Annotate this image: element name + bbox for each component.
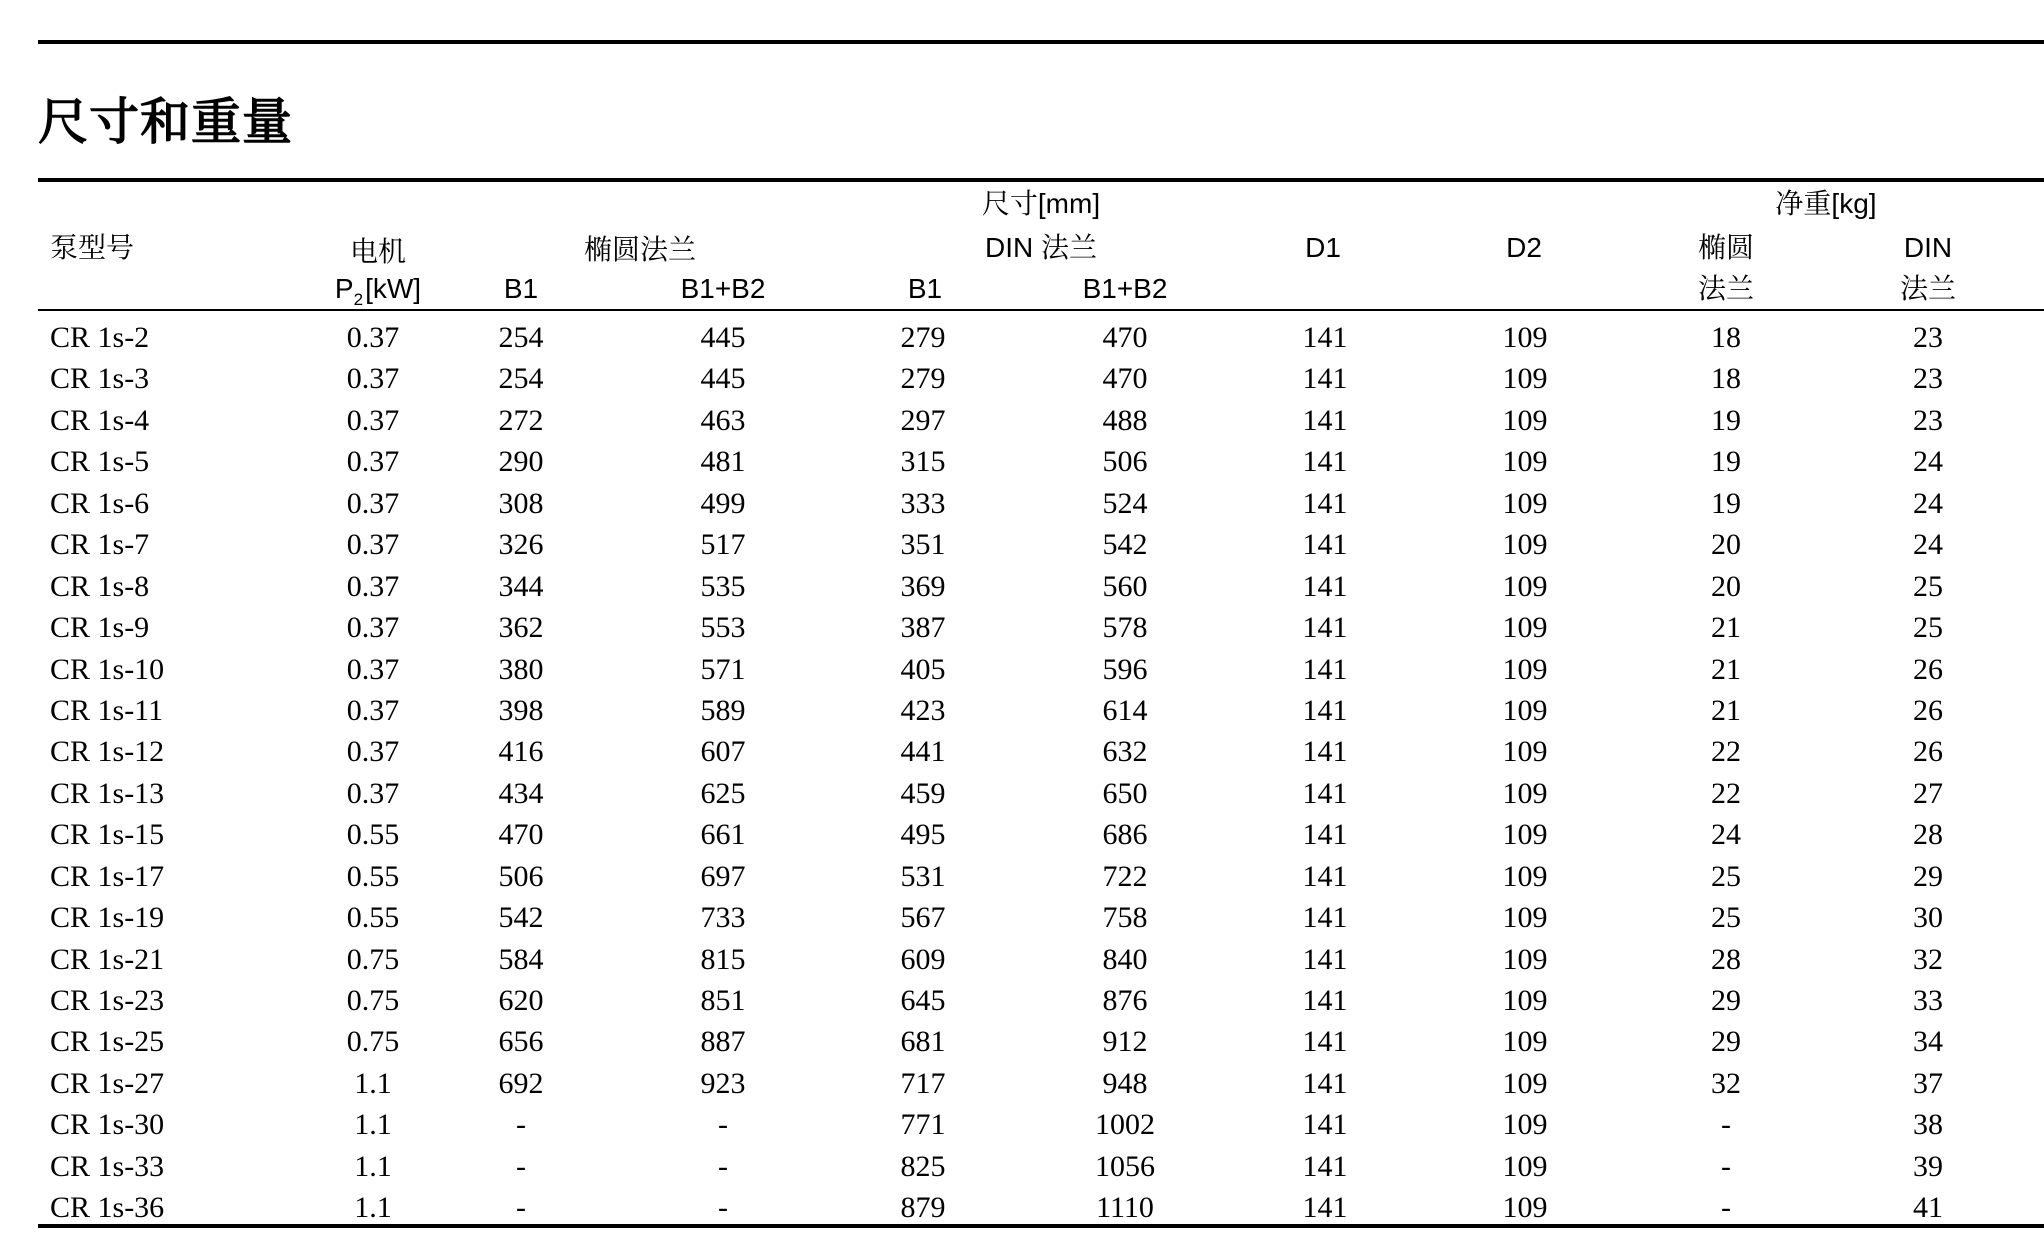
cell-oval-b1b2: 517 bbox=[700, 528, 746, 562]
cell-oval-b1b2: 499 bbox=[700, 486, 746, 520]
cell-d2: 109 bbox=[1502, 486, 1548, 520]
cell-din-b1: 771 bbox=[900, 1108, 946, 1142]
cell-oval-b1b2: 445 bbox=[700, 321, 746, 354]
cell-d1: 141 bbox=[1302, 901, 1348, 935]
cell-d2: 109 bbox=[1502, 445, 1548, 479]
cell-oval-b1b2: 733 bbox=[700, 901, 746, 935]
cell-din-b1: 405 bbox=[900, 652, 946, 686]
header-oval-b1b2: B1+B2 bbox=[680, 273, 766, 304]
cell-weight-din: 24 bbox=[1913, 445, 1943, 479]
header-din-flange: DIN 法兰 bbox=[984, 232, 1098, 263]
cell-oval-b1b2: 481 bbox=[700, 445, 746, 479]
header-rule bbox=[38, 309, 2044, 311]
cell-din-b1b2: 650 bbox=[1102, 776, 1148, 810]
cell-oval-b1: 584 bbox=[498, 942, 544, 976]
cell-d2: 109 bbox=[1502, 776, 1548, 810]
cell-motor-p2: 0.55 bbox=[346, 859, 400, 893]
cell-oval-b1: 506 bbox=[498, 859, 544, 893]
cell-d1: 141 bbox=[1302, 403, 1348, 437]
cell-pump-model: CR 1s-25 bbox=[50, 1025, 165, 1059]
cell-oval-b1b2: - bbox=[718, 1191, 728, 1225]
cell-weight-din: 26 bbox=[1913, 735, 1943, 769]
cell-d2: 109 bbox=[1502, 321, 1548, 354]
cell-d2: 109 bbox=[1502, 611, 1548, 645]
cell-weight-din: 29 bbox=[1913, 859, 1943, 893]
cell-d2: 109 bbox=[1502, 735, 1548, 769]
header-p2-symbol: P bbox=[334, 273, 354, 304]
cell-pump-model: CR 1s-4 bbox=[50, 403, 150, 437]
cell-pump-model: CR 1s-30 bbox=[50, 1108, 165, 1142]
table-row bbox=[0, 320, 2044, 361]
cell-weight-din: 23 bbox=[1913, 403, 1943, 437]
cell-motor-p2: 0.37 bbox=[346, 569, 400, 603]
cell-motor-p2: 0.75 bbox=[346, 984, 400, 1017]
cell-motor-p2: 1.1 bbox=[354, 1108, 392, 1142]
cell-motor-p2: 0.37 bbox=[346, 486, 400, 520]
cell-motor-p2: 0.37 bbox=[346, 693, 400, 727]
cell-oval-b1: 344 bbox=[498, 569, 544, 603]
cell-din-b1: 495 bbox=[900, 818, 946, 852]
cell-d1: 141 bbox=[1302, 652, 1348, 686]
table-row bbox=[0, 1024, 2044, 1065]
cell-motor-p2: 0.55 bbox=[346, 818, 400, 852]
cell-pump-model: CR 1s-17 bbox=[50, 859, 165, 893]
page-title: 尺寸和重量 bbox=[38, 93, 293, 151]
cell-motor-p2: 0.37 bbox=[346, 611, 400, 645]
cell-pump-model: CR 1s-8 bbox=[50, 569, 150, 603]
cell-oval-b1b2: 589 bbox=[700, 693, 746, 727]
cell-din-b1: 387 bbox=[900, 611, 946, 645]
cell-din-b1b2: 506 bbox=[1102, 445, 1148, 479]
header-din-b1b2: B1+B2 bbox=[1082, 273, 1168, 304]
cell-oval-b1b2: 625 bbox=[700, 776, 746, 810]
cell-din-b1: 315 bbox=[900, 445, 946, 479]
cell-d1: 141 bbox=[1302, 693, 1348, 727]
table-row bbox=[0, 569, 2044, 610]
cell-oval-b1: 254 bbox=[498, 362, 544, 396]
cell-oval-b1b2: 553 bbox=[700, 611, 746, 645]
cell-oval-b1: 542 bbox=[498, 901, 544, 935]
cell-din-b1: 333 bbox=[900, 486, 946, 520]
cell-motor-p2: 0.37 bbox=[346, 321, 400, 354]
cell-d2: 109 bbox=[1502, 1108, 1548, 1142]
cell-weight-oval: 18 bbox=[1711, 321, 1741, 354]
cell-weight-oval: 22 bbox=[1711, 735, 1741, 769]
cell-d2: 109 bbox=[1502, 818, 1548, 852]
cell-din-b1b2: 722 bbox=[1102, 859, 1148, 893]
cell-d1: 141 bbox=[1302, 362, 1348, 396]
cell-motor-p2: 0.75 bbox=[346, 1025, 400, 1059]
cell-oval-b1b2: 535 bbox=[700, 569, 746, 603]
cell-oval-b1: 692 bbox=[498, 1066, 544, 1100]
cell-oval-b1b2: 607 bbox=[700, 735, 746, 769]
cell-d2: 109 bbox=[1502, 693, 1548, 727]
cell-pump-model: CR 1s-15 bbox=[50, 818, 165, 852]
cell-din-b1b2: 470 bbox=[1102, 362, 1148, 396]
cell-weight-oval: 21 bbox=[1711, 611, 1741, 645]
cell-din-b1b2: 948 bbox=[1102, 1066, 1148, 1100]
cell-oval-b1b2: - bbox=[718, 1108, 728, 1142]
cell-pump-model: CR 1s-10 bbox=[50, 652, 165, 686]
cell-pump-model: CR 1s-7 bbox=[50, 528, 150, 562]
cell-weight-oval: 21 bbox=[1711, 652, 1741, 686]
cell-d2: 109 bbox=[1502, 942, 1548, 976]
cell-weight-din: 25 bbox=[1913, 611, 1943, 645]
cell-weight-din: 38 bbox=[1913, 1108, 1943, 1142]
cell-din-b1: 609 bbox=[900, 942, 946, 976]
cell-din-b1: 879 bbox=[900, 1191, 946, 1225]
cell-pump-model: CR 1s-12 bbox=[50, 735, 165, 769]
cell-din-b1b2: 632 bbox=[1102, 735, 1148, 769]
header-pump-model: 泵型号 bbox=[50, 232, 135, 263]
cell-weight-oval: 25 bbox=[1711, 901, 1741, 935]
cell-din-b1: 441 bbox=[900, 735, 946, 769]
cell-oval-b1b2: 571 bbox=[700, 652, 746, 686]
cell-motor-p2: 0.37 bbox=[346, 445, 400, 479]
table-row bbox=[0, 776, 2044, 817]
cell-d1: 141 bbox=[1302, 569, 1348, 603]
header-din-b1: B1 bbox=[907, 273, 943, 304]
cell-weight-oval: 22 bbox=[1711, 776, 1741, 810]
cell-motor-p2: 0.37 bbox=[346, 735, 400, 769]
cell-weight-din: 41 bbox=[1913, 1191, 1943, 1225]
cell-d1: 141 bbox=[1302, 735, 1348, 769]
cell-weight-din: 33 bbox=[1913, 984, 1943, 1017]
cell-motor-p2: 1.1 bbox=[354, 1066, 392, 1100]
cell-din-b1: 645 bbox=[900, 984, 946, 1017]
cell-d1: 141 bbox=[1302, 321, 1348, 354]
cell-din-b1b2: 524 bbox=[1102, 486, 1148, 520]
cell-d1: 141 bbox=[1302, 1108, 1348, 1142]
cell-d1: 141 bbox=[1302, 1149, 1348, 1183]
cell-weight-din: 39 bbox=[1913, 1149, 1943, 1183]
cell-pump-model: CR 1s-19 bbox=[50, 901, 165, 935]
cell-din-b1b2: 1110 bbox=[1096, 1191, 1154, 1225]
cell-pump-model: CR 1s-5 bbox=[50, 445, 150, 479]
cell-oval-b1: 434 bbox=[498, 776, 544, 810]
table-row bbox=[0, 403, 2044, 444]
cell-motor-p2: 1.1 bbox=[354, 1149, 392, 1183]
cell-d2: 109 bbox=[1502, 1191, 1548, 1225]
cell-din-b1b2: 470 bbox=[1102, 321, 1148, 354]
cell-oval-b1: 470 bbox=[498, 818, 544, 852]
cell-oval-b1: - bbox=[516, 1191, 526, 1225]
cell-pump-model: CR 1s-2 bbox=[50, 321, 150, 354]
cell-pump-model: CR 1s-21 bbox=[50, 942, 165, 976]
cell-weight-oval: 20 bbox=[1711, 528, 1741, 562]
header-p2-subscript: 2 bbox=[353, 290, 364, 309]
table-row bbox=[0, 527, 2044, 568]
cell-d1: 141 bbox=[1302, 859, 1348, 893]
cell-weight-oval: - bbox=[1721, 1149, 1731, 1183]
table-row bbox=[0, 859, 2044, 900]
cell-motor-p2: 0.75 bbox=[346, 942, 400, 976]
cell-weight-oval: 21 bbox=[1711, 693, 1741, 727]
cell-oval-b1b2: 463 bbox=[700, 403, 746, 437]
table-row bbox=[0, 1066, 2044, 1107]
cell-weight-din: 26 bbox=[1913, 693, 1943, 727]
cell-oval-b1: - bbox=[516, 1149, 526, 1183]
cell-din-b1: 531 bbox=[900, 859, 946, 893]
cell-d1: 141 bbox=[1302, 1191, 1348, 1225]
cell-oval-b1: 620 bbox=[498, 984, 544, 1017]
table-row bbox=[0, 1149, 2044, 1190]
table-row bbox=[0, 361, 2044, 402]
cell-oval-b1: 656 bbox=[498, 1025, 544, 1059]
cell-weight-din: 30 bbox=[1913, 901, 1943, 935]
cell-din-b1b2: 614 bbox=[1102, 693, 1148, 727]
cell-motor-p2: 0.37 bbox=[346, 362, 400, 396]
cell-din-b1b2: 578 bbox=[1102, 611, 1148, 645]
cell-d2: 109 bbox=[1502, 528, 1548, 562]
header-weight-din-line2: 法兰 bbox=[1899, 273, 1957, 304]
cell-din-b1b2: 758 bbox=[1102, 901, 1148, 935]
cell-d2: 109 bbox=[1502, 1149, 1548, 1183]
cell-weight-oval: 19 bbox=[1711, 403, 1741, 437]
cell-weight-oval: 29 bbox=[1711, 1025, 1741, 1059]
cell-din-b1: 459 bbox=[900, 776, 946, 810]
cell-motor-p2: 0.37 bbox=[346, 652, 400, 686]
cell-din-b1: 369 bbox=[900, 569, 946, 603]
cell-d1: 141 bbox=[1302, 528, 1348, 562]
cell-din-b1b2: 1002 bbox=[1095, 1108, 1155, 1142]
cell-pump-model: CR 1s-13 bbox=[50, 776, 165, 810]
cell-d1: 141 bbox=[1302, 1066, 1348, 1100]
table-row bbox=[0, 734, 2044, 775]
cell-weight-oval: 25 bbox=[1711, 859, 1741, 893]
header-weight-oval-line1: 椭圆 bbox=[1697, 232, 1755, 263]
cell-oval-b1b2: 661 bbox=[700, 818, 746, 852]
cell-oval-b1b2: 697 bbox=[700, 859, 746, 893]
cell-din-b1b2: 1056 bbox=[1095, 1149, 1155, 1183]
cell-din-b1: 351 bbox=[900, 528, 946, 562]
cell-weight-oval: - bbox=[1721, 1108, 1731, 1142]
cell-oval-b1: 272 bbox=[498, 403, 544, 437]
cell-oval-b1: 290 bbox=[498, 445, 544, 479]
cell-din-b1: 297 bbox=[900, 403, 946, 437]
cell-din-b1b2: 488 bbox=[1102, 403, 1148, 437]
header-d2: D2 bbox=[1506, 232, 1542, 263]
cell-d2: 109 bbox=[1502, 859, 1548, 893]
table-row bbox=[0, 444, 2044, 485]
cell-d1: 141 bbox=[1302, 984, 1348, 1017]
cell-din-b1b2: 596 bbox=[1102, 652, 1148, 686]
cell-d1: 141 bbox=[1302, 445, 1348, 479]
cell-motor-p2: 0.37 bbox=[346, 776, 400, 810]
cell-din-b1b2: 560 bbox=[1102, 569, 1148, 603]
cell-d1: 141 bbox=[1302, 486, 1348, 520]
header-p2-unit: [kW] bbox=[365, 273, 422, 304]
top-rule bbox=[38, 40, 2044, 44]
cell-oval-b1: 308 bbox=[498, 486, 544, 520]
cell-oval-b1b2: - bbox=[718, 1149, 728, 1183]
cell-weight-din: 34 bbox=[1913, 1025, 1943, 1059]
table-row bbox=[0, 942, 2044, 983]
cell-weight-din: 27 bbox=[1913, 776, 1943, 810]
cell-pump-model: CR 1s-23 bbox=[50, 984, 165, 1017]
cell-oval-b1b2: 887 bbox=[700, 1025, 746, 1059]
cell-d1: 141 bbox=[1302, 611, 1348, 645]
cell-weight-din: 37 bbox=[1913, 1066, 1943, 1100]
cell-pump-model: CR 1s-11 bbox=[50, 693, 164, 727]
cell-weight-din: 28 bbox=[1913, 818, 1943, 852]
cell-din-b1: 423 bbox=[900, 693, 946, 727]
cell-oval-b1: 398 bbox=[498, 693, 544, 727]
cell-din-b1b2: 542 bbox=[1102, 528, 1148, 562]
cell-din-b1: 681 bbox=[900, 1025, 946, 1059]
header-weight-din-line1: DIN bbox=[1903, 232, 1953, 263]
cell-din-b1: 279 bbox=[900, 321, 946, 354]
cell-oval-b1b2: 815 bbox=[700, 942, 746, 976]
cell-d2: 109 bbox=[1502, 403, 1548, 437]
cell-din-b1b2: 686 bbox=[1102, 818, 1148, 852]
cell-weight-din: 25 bbox=[1913, 569, 1943, 603]
table-bottom-rule bbox=[38, 1224, 2044, 1228]
cell-d2: 109 bbox=[1502, 569, 1548, 603]
cell-weight-oval: 18 bbox=[1711, 362, 1741, 396]
cell-weight-oval: 32 bbox=[1711, 1066, 1741, 1100]
cell-oval-b1: - bbox=[516, 1108, 526, 1142]
table-row bbox=[0, 652, 2044, 693]
cell-din-b1: 825 bbox=[900, 1149, 946, 1183]
cell-din-b1b2: 912 bbox=[1102, 1025, 1148, 1059]
header-motor: 电机 bbox=[349, 236, 407, 267]
cell-weight-oval: 19 bbox=[1711, 445, 1741, 479]
cell-oval-b1: 416 bbox=[498, 735, 544, 769]
cell-weight-oval: 28 bbox=[1711, 942, 1741, 976]
table-row bbox=[0, 817, 2044, 858]
cell-d1: 141 bbox=[1302, 818, 1348, 852]
cell-d1: 141 bbox=[1302, 942, 1348, 976]
cell-din-b1b2: 876 bbox=[1102, 984, 1148, 1017]
cell-motor-p2: 1.1 bbox=[354, 1191, 392, 1225]
cell-weight-oval: 19 bbox=[1711, 486, 1741, 520]
table-row bbox=[0, 486, 2044, 527]
cell-oval-b1b2: 851 bbox=[700, 984, 746, 1017]
table-row bbox=[0, 900, 2044, 941]
cell-oval-b1: 380 bbox=[498, 652, 544, 686]
header-d1: D1 bbox=[1305, 232, 1341, 263]
cell-d2: 109 bbox=[1502, 901, 1548, 935]
table-body bbox=[0, 320, 2044, 1232]
cell-oval-b1b2: 923 bbox=[700, 1066, 746, 1100]
cell-weight-din: 32 bbox=[1913, 942, 1943, 976]
header-oval-flange: 椭圆法兰 bbox=[583, 234, 697, 265]
cell-din-b1: 717 bbox=[900, 1066, 946, 1100]
header-group-dimensions: 尺寸[mm] bbox=[981, 188, 1101, 219]
cell-motor-p2: 0.37 bbox=[346, 403, 400, 437]
header-weight-oval-line2: 法兰 bbox=[1697, 273, 1755, 304]
cell-oval-b1: 254 bbox=[498, 321, 544, 354]
header-group-net-weight: 净重[kg] bbox=[1775, 188, 1877, 219]
cell-d1: 141 bbox=[1302, 776, 1348, 810]
cell-d1: 141 bbox=[1302, 1025, 1348, 1059]
cell-pump-model: CR 1s-9 bbox=[50, 611, 150, 645]
cell-weight-din: 24 bbox=[1913, 528, 1943, 562]
table-row bbox=[0, 983, 2044, 1024]
cell-weight-oval: - bbox=[1721, 1191, 1731, 1225]
cell-oval-b1b2: 445 bbox=[700, 362, 746, 396]
cell-d2: 109 bbox=[1502, 652, 1548, 686]
cell-din-b1b2: 840 bbox=[1102, 942, 1148, 976]
cell-weight-din: 26 bbox=[1913, 652, 1943, 686]
cell-weight-oval: 20 bbox=[1711, 569, 1741, 603]
cell-weight-oval: 24 bbox=[1711, 818, 1741, 852]
cell-d2: 109 bbox=[1502, 1066, 1548, 1100]
header-oval-b1: B1 bbox=[503, 273, 539, 304]
cell-weight-din: 23 bbox=[1913, 362, 1943, 396]
table-row bbox=[0, 610, 2044, 651]
cell-weight-din: 24 bbox=[1913, 486, 1943, 520]
cell-pump-model: CR 1s-36 bbox=[50, 1191, 165, 1225]
cell-oval-b1: 362 bbox=[498, 611, 544, 645]
cell-motor-p2: 0.37 bbox=[346, 528, 400, 562]
cell-oval-b1: 326 bbox=[498, 528, 544, 562]
cell-pump-model: CR 1s-27 bbox=[50, 1066, 165, 1100]
cell-din-b1: 567 bbox=[900, 901, 946, 935]
cell-d2: 109 bbox=[1502, 984, 1548, 1017]
table-row bbox=[0, 693, 2044, 734]
cell-weight-din: 23 bbox=[1913, 321, 1943, 354]
cell-din-b1: 279 bbox=[900, 362, 946, 396]
table-row bbox=[0, 1107, 2044, 1148]
cell-d2: 109 bbox=[1502, 362, 1548, 396]
cell-pump-model: CR 1s-3 bbox=[50, 362, 150, 396]
header-p2-kw bbox=[335, 272, 421, 310]
cell-pump-model: CR 1s-6 bbox=[50, 486, 150, 520]
cell-d2: 109 bbox=[1502, 1025, 1548, 1059]
cell-motor-p2: 0.55 bbox=[346, 901, 400, 935]
table-top-rule bbox=[38, 178, 2044, 182]
cell-pump-model: CR 1s-33 bbox=[50, 1149, 165, 1183]
cell-weight-oval: 29 bbox=[1711, 984, 1741, 1017]
